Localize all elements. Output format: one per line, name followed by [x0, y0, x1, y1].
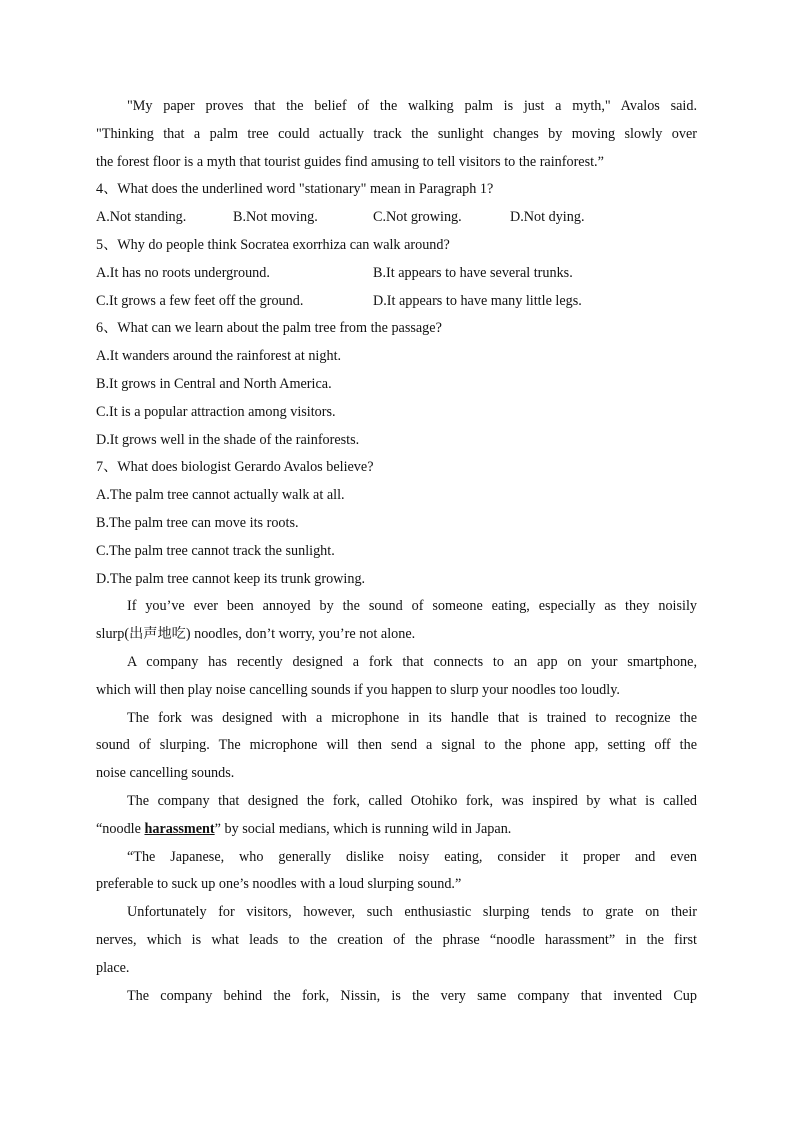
text-line: slurp(出声地吃) noodles, don’t worry, you’re not alone. [96, 626, 416, 643]
question-6-stem: 6、What can we learn about the palm tree from the passage? [96, 320, 442, 337]
paragraph-slurp-intro [96, 593, 697, 649]
text-line: the forest floor is a myth that tourist guides find amusing to tell visitors to the rainforest.” [96, 153, 604, 170]
text-line: If you’ve ever been annoyed by the sound of someone eating, especially as they noisily [127, 598, 697, 615]
paragraph-japanese-quote [96, 844, 697, 900]
option-a: A.Not standing. [96, 209, 187, 226]
question-5-options-row1 [96, 260, 697, 288]
text-line: nerves, which is what leads to the creation of the phrase “noodle harassment” in the first [96, 931, 697, 948]
option-a: A.It has no roots underground. [96, 264, 270, 281]
text-line: "Thinking that a palm tree could actually track the sunlight changes by moving slowly over [96, 125, 697, 142]
option-b: B.Not moving. [233, 209, 318, 226]
text-line: place. [96, 959, 130, 976]
question-7-stem: 7、What does biologist Gerardo Avalos believe? [96, 459, 374, 476]
text-fragment: “noodle [96, 820, 145, 837]
paragraph-otohiko [96, 788, 697, 844]
option-c: C.The palm tree cannot track the sunlight. [96, 542, 335, 559]
text-line: The company behind the fork, Nissin, is the very same company that invented Cup [127, 987, 697, 1004]
text-line [96, 816, 697, 844]
question-4-options [96, 204, 697, 232]
option-d: D.Not dying. [510, 209, 585, 226]
paragraph-visitors [96, 899, 697, 982]
option-c: C.Not growing. [373, 209, 462, 226]
text-fragment: ” by social medians, which is running wild in Japan. [214, 820, 512, 837]
text-line: which will then play noise cancelling sounds if you happen to slurp your noodles too loudly. [96, 681, 620, 698]
text-line: "My paper proves that the belief of the walking palm is just a myth," Avalos said. [127, 98, 697, 114]
document-page [96, 93, 697, 1010]
option-d: D.It appears to have many little legs. [373, 292, 582, 309]
paragraph-nissin [96, 983, 697, 1011]
option-b: B.It appears to have several trunks. [373, 264, 573, 281]
option-d: D.The palm tree cannot keep its trunk growing. [96, 570, 366, 587]
paragraph-microphone [96, 705, 697, 788]
question-4-stem: 4、What does the underlined word "stationary" mean in Paragraph 1? [96, 181, 494, 198]
question-5-options-row2 [96, 288, 697, 316]
paragraph-fork-app [96, 649, 697, 705]
option-b: B.It grows in Central and North America. [96, 375, 332, 392]
option-a: A.The palm tree cannot actually walk at all. [96, 487, 345, 504]
paragraph-avalos-quote [96, 93, 697, 176]
option-a: A.It wanders around the rainforest at night. [96, 348, 342, 365]
option-c: C.It is a popular attraction among visitors. [96, 403, 336, 420]
text-line: preferable to suck up one’s noodles with a loud slurping sound.” [96, 876, 462, 893]
question-5-stem: 5、Why do people think Socratea exorrhiza can walk around? [96, 236, 450, 253]
text-line: The fork was designed with a microphone in its handle that is trained to recognize the [127, 709, 697, 726]
text-line: A company has recently designed a fork that connects to an app on your smartphone, [127, 653, 697, 670]
text-line: “The Japanese, who generally dislike noisy eating, consider it proper and even [127, 848, 697, 865]
text-line: sound of slurping. The microphone will then send a signal to the phone app, setting off the [96, 737, 697, 754]
text-line: Unfortunately for visitors, however, such enthusiastic slurping tends to grate on their [127, 904, 697, 921]
option-b: B.The palm tree can move its roots. [96, 514, 299, 531]
option-d: D.It grows well in the shade of the rainforests. [96, 431, 360, 448]
underlined-word: harassment [144, 820, 215, 837]
text-line: The company that designed the fork, called Otohiko fork, was inspired by what is called [127, 792, 697, 809]
text-line: noise cancelling sounds. [96, 765, 235, 782]
option-c: C.It grows a few feet off the ground. [96, 292, 304, 309]
